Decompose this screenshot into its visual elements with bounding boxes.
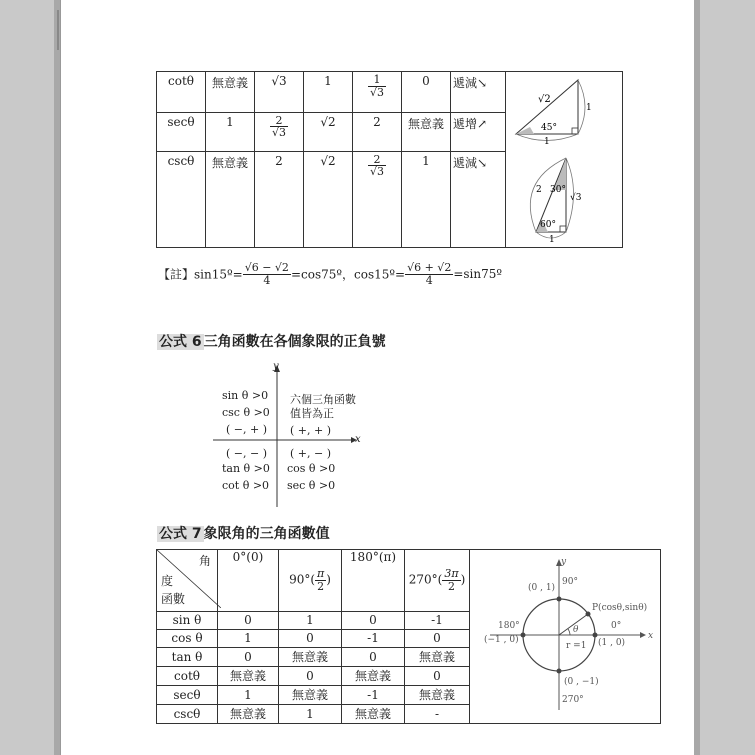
section-heading: 三角函數在各個象限的正負號 (203, 334, 386, 350)
frac-den: 2 (317, 579, 325, 593)
func-cell: cscθ (157, 151, 206, 247)
degree-label: 0° (611, 621, 622, 631)
section-7-title (157, 523, 330, 543)
value-cell (353, 151, 402, 247)
header-text: 90°( (289, 572, 316, 587)
value-cell: -1 (342, 629, 405, 647)
header-text: ) (460, 572, 466, 587)
corner-label: 函數 (161, 592, 186, 606)
frac-den: √3 (369, 85, 384, 99)
quadrant-sign-diagram (205, 362, 365, 507)
note-mid: =cos75º，cos15º= (290, 267, 406, 282)
y-axis-label: y (273, 361, 279, 372)
value-cell: 0 (342, 611, 405, 629)
fraction (315, 568, 326, 592)
value-cell: 0 (218, 611, 279, 629)
fraction (405, 262, 453, 286)
value-cell: 0 (342, 647, 405, 666)
q4-line: cos θ >0 (287, 462, 336, 475)
degree-label: 90° (562, 577, 578, 587)
header-cell (279, 550, 342, 612)
value-cell: 1 (206, 112, 255, 151)
value-cell: 0 (279, 629, 342, 647)
triangle-diagram-svg (506, 72, 622, 244)
frac-den: 4 (425, 273, 433, 287)
q1-line: ( +, + ) (290, 424, 332, 437)
header-text: 270°( (408, 572, 443, 587)
header-cell (405, 550, 470, 612)
func-cell: tan θ (157, 647, 218, 666)
trend-cell: 遞減↘ (451, 151, 506, 247)
q2-line: ( −, + ) (226, 423, 268, 436)
leg-label: 1 (549, 235, 555, 244)
value-cell: 無意義 (405, 647, 470, 666)
value-cell: 無意義 (279, 647, 342, 666)
frac-num: 1 (368, 74, 386, 87)
unit-circle-svg (470, 550, 660, 720)
x-axis-label: x (355, 434, 361, 445)
func-cell: secθ (157, 112, 206, 151)
circle-x-label: x (648, 631, 654, 641)
corner-label: 度 (161, 574, 174, 588)
q3-line: tan θ >0 (222, 462, 270, 475)
circle-y-label: y (561, 557, 567, 567)
value-cell: -1 (405, 611, 470, 629)
value-cell: - (405, 704, 470, 723)
frac-num: √6 + √2 (407, 261, 452, 274)
angle-label: 30° (550, 185, 566, 195)
fraction (442, 568, 460, 592)
value-cell: 1 (279, 704, 342, 723)
value-cell (255, 72, 304, 113)
corner-header (157, 550, 218, 612)
trend-cell: 遞增↗ (451, 112, 506, 151)
value-cell: 無意義 (342, 704, 405, 723)
frac-num: 2 (368, 154, 386, 167)
degree-label: 270° (562, 695, 584, 705)
section-label: 公式 6 (159, 334, 202, 350)
trend-cell: 遞減↘ (451, 72, 506, 113)
value-cell: 0 (405, 666, 470, 685)
q4-line: ( +, − ) (290, 447, 332, 460)
q3-line: ( −, − ) (226, 447, 268, 460)
leg-label: 1 (544, 137, 550, 147)
header-cell: 180°(π) (342, 550, 405, 612)
trig-table-2 (156, 549, 661, 724)
right-scroll-bar (694, 0, 700, 755)
angle-label: 45° (541, 123, 557, 133)
note-prefix: 【註】sin15º= (158, 267, 243, 282)
fraction (368, 74, 386, 98)
value-cell: 無意義 (342, 666, 405, 685)
func-cell: cotθ (157, 666, 218, 685)
value-text: √3 (271, 74, 287, 88)
value-cell: √2 (304, 112, 353, 151)
value-cell: 1 (218, 629, 279, 647)
value-cell: 2 (353, 112, 402, 151)
frac-den: √3 (271, 126, 286, 140)
header-cell: 0°(0) (218, 550, 279, 612)
table-header-row (157, 550, 661, 612)
point-label: (−1 , 0) (484, 635, 519, 645)
value-cell: 無意義 (206, 72, 255, 113)
point-p-label: P(cosθ,sinθ) (592, 603, 648, 613)
hyp-label: √2 (538, 94, 551, 105)
frac-den: 4 (263, 273, 271, 287)
section-6-title (157, 331, 386, 351)
value-cell: 0 (402, 72, 451, 113)
angle-label: 60° (540, 220, 556, 230)
frac-den: √3 (369, 165, 384, 179)
value-cell: 無意義 (405, 685, 470, 704)
value-cell: 無意義 (402, 112, 451, 151)
value-cell: 2 (255, 151, 304, 247)
frac-num: π (317, 567, 325, 581)
q1-line: 值皆為正 (290, 407, 334, 420)
hyp-label: 2 (536, 185, 542, 195)
triangle-diagrams (506, 72, 623, 248)
frac-den: 2 (447, 579, 455, 593)
frac-num: 3π (444, 567, 459, 581)
unit-circle-diagram (470, 550, 661, 724)
q4-line: sec θ >0 (287, 479, 336, 492)
func-cell: cscθ (157, 704, 218, 723)
func-cell: sin θ (157, 611, 218, 629)
value-cell: 0 (405, 629, 470, 647)
note-line (158, 262, 502, 286)
frac-num: √6 − √2 (244, 261, 289, 274)
left-marker (57, 10, 59, 50)
fraction (270, 115, 288, 139)
q1-line: 六個三角函數 (290, 393, 356, 406)
point-label: (1 , 0) (598, 638, 626, 648)
point-label: (0 , −1) (564, 677, 599, 687)
header-text: ) (326, 572, 331, 587)
q2-line: sin θ >0 (222, 389, 269, 402)
frac-num: 2 (270, 115, 288, 128)
value-cell: 無意義 (279, 685, 342, 704)
value-cell (353, 72, 402, 113)
value-cell: 1 (279, 611, 342, 629)
section-label: 公式 7 (159, 526, 202, 542)
value-cell: 1 (304, 72, 353, 113)
section-heading: 象限角的三角函數值 (203, 526, 330, 542)
value-cell: 0 (218, 647, 279, 666)
fraction (368, 154, 386, 178)
func-cell: secθ (157, 685, 218, 704)
fraction (243, 262, 291, 286)
table-row (157, 72, 623, 113)
func-cell: cotθ (157, 72, 206, 113)
value-cell: 0 (279, 666, 342, 685)
leg-label: 1 (586, 103, 592, 113)
value-cell: 1 (218, 685, 279, 704)
value-cell: √2 (304, 151, 353, 247)
corner-label: 角 (198, 554, 211, 568)
value-cell: 無意義 (218, 666, 279, 685)
note-suffix: =sin75º (453, 267, 503, 282)
radius-label: r =1 (566, 641, 587, 651)
value-cell: 無意義 (206, 151, 255, 247)
leg-label: √3 (570, 193, 582, 203)
q2-line: csc θ >0 (222, 406, 270, 419)
point-label: (0 , 1) (528, 583, 556, 593)
q3-line: cot θ >0 (222, 479, 270, 492)
value-cell: 1 (402, 151, 451, 247)
value-cell: -1 (342, 685, 405, 704)
degree-label: 180° (498, 621, 520, 631)
trig-table-1 (156, 71, 623, 248)
value-cell: 無意義 (218, 704, 279, 723)
value-cell (255, 112, 304, 151)
theta-label: θ (573, 625, 579, 635)
func-cell: cos θ (157, 629, 218, 647)
